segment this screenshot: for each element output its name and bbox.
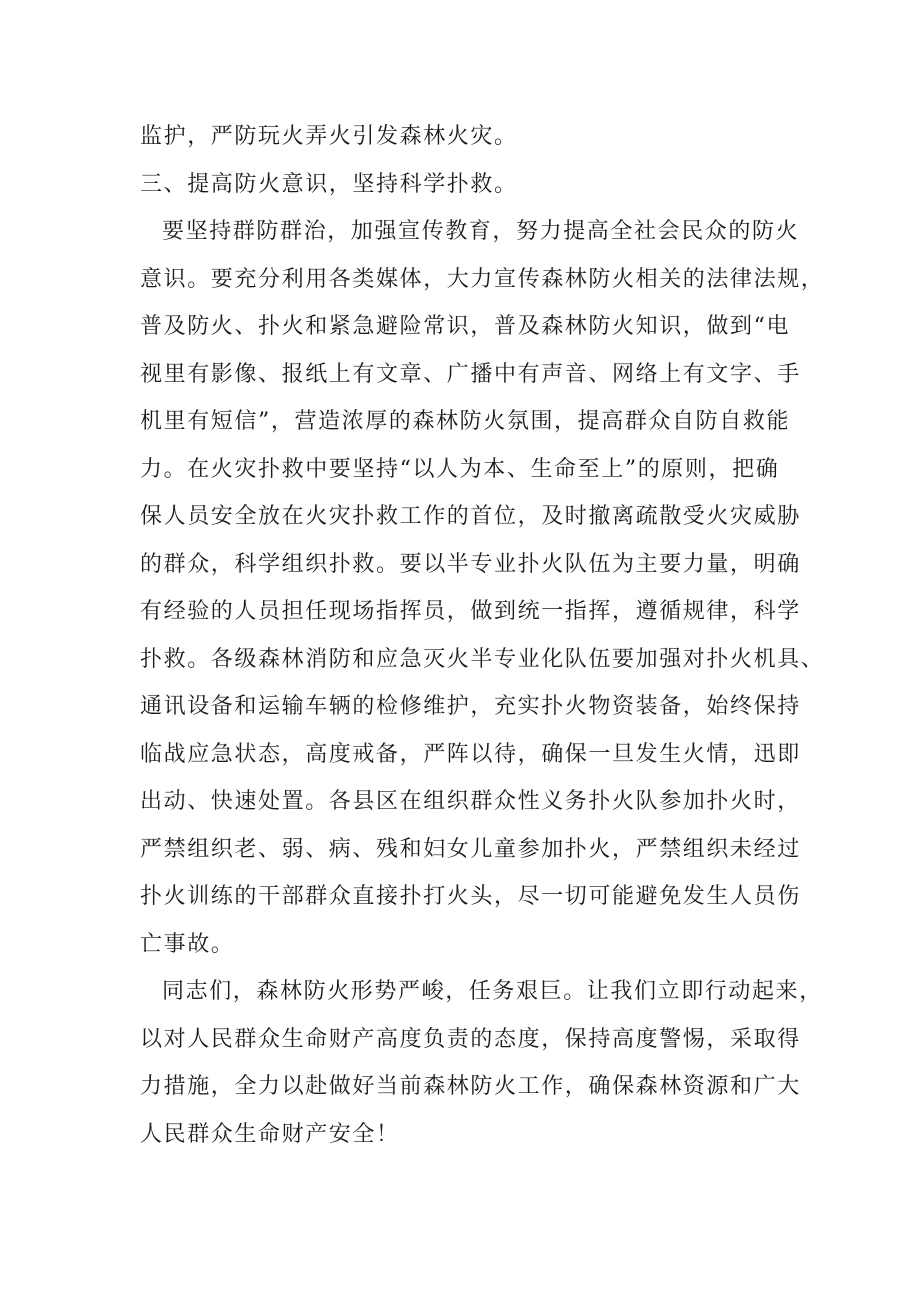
text-line: 通讯设备和运输车辆的检修维护，充实扑火物资装备，始终保持 <box>140 694 801 719</box>
text-line: 的群众，科学组织扑救。要以半专业扑火队伍为主要力量，明确 <box>140 551 801 577</box>
text-line: 普及防火、扑火和紧急避险常识，普及森林防火知识，做到“电 <box>140 314 791 339</box>
text-line: 机里有短信”，营造浓厚的森林防火氛围，提高群众自防自救能 <box>140 409 791 434</box>
text-line: 力。在火灾扑救中要坚持“以人为本、生命至上”的原则，把确 <box>140 456 780 482</box>
text-line: 人民群众生命财产安全！ <box>140 1121 400 1147</box>
text-line: 扑火训练的干部群众直接扑打火头，尽一切可能避免发生人员伤 <box>140 884 801 909</box>
text-line: 要坚持群防群治，加强宣传教育，努力提高全社会民众的防火 <box>162 219 800 244</box>
text-line: 力措施，全力以赴做好当前森林防火工作，确保森林资源和广大 <box>140 1074 801 1099</box>
text-line: 临战应急状态，高度戒备，严阵以待，确保一旦发生火情，迅即 <box>140 741 801 767</box>
text-line: 保人员安全放在火灾扑救工作的首位，及时撤离疏散受火灾威胁 <box>140 504 801 529</box>
text-line: 严禁组织老、弱、病、残和妇女儿童参加扑火，严禁组织未经过 <box>140 836 801 862</box>
text-line: 扑救。各级森林消防和应急灭火半专业化队伍要加强对扑火机具、 <box>140 646 825 672</box>
text-line: 以对人民群众生命财产高度负责的态度，保持高度警惕，采取得 <box>140 1026 801 1052</box>
body-text <box>140 113 825 1158</box>
text-line: 出动、快速处置。各县区在组织群众性义务扑火队参加扑火时， <box>140 789 801 814</box>
text-line: 亡事故。 <box>140 931 235 957</box>
text-line: 意识。要充分利用各类媒体，大力宣传森林防火相关的法律法规， <box>140 266 825 292</box>
text-line: 监护，严防玩火弄火引发森林火灾。 <box>140 124 518 149</box>
section-heading: 三、提高防火意识，坚持科学扑救。 <box>140 171 518 197</box>
text-line: 有经验的人员担任现场指挥员，做到统一指挥，遵循规律，科学 <box>140 599 801 624</box>
text-line: 同志们，森林防火形势严峻，任务艰巨。让我们立即行动起来， <box>162 979 823 1004</box>
text-line: 视里有影像、报纸上有文章、广播中有声音、网络上有文字、手 <box>140 361 801 387</box>
